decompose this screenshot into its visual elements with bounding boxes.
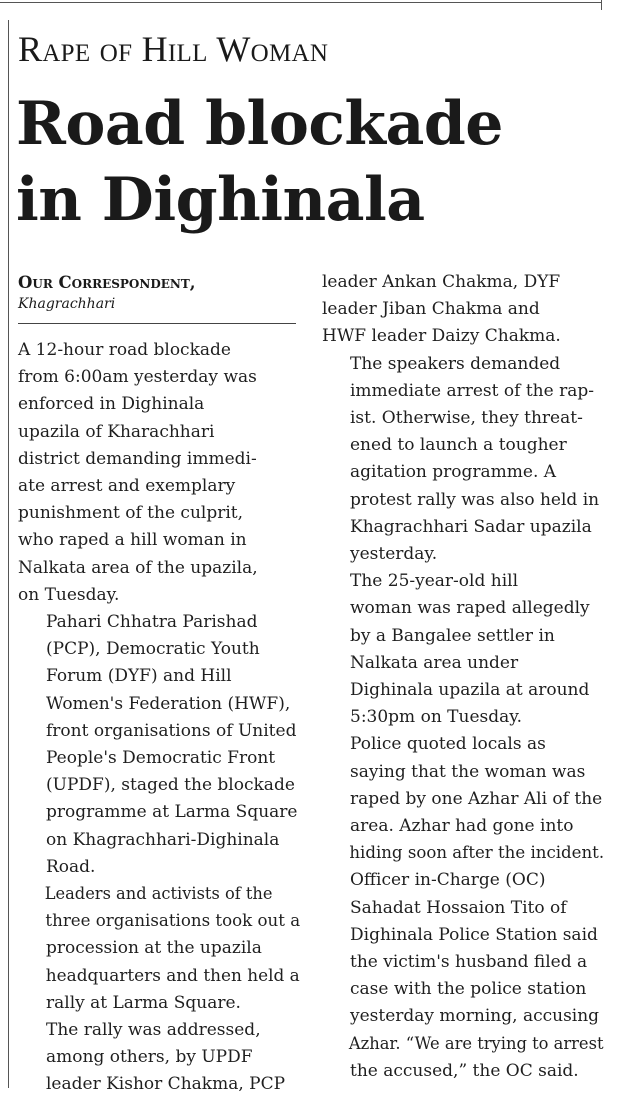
article-line: ist. Otherwise, they threat-: [350, 408, 583, 429]
article-line: woman was raped allegedly: [350, 598, 590, 619]
byline-divider: [18, 323, 296, 324]
article-line: area. Azhar had gone into: [350, 816, 574, 837]
headline: [16, 86, 576, 238]
article-line: who raped a hill woman in: [18, 530, 247, 551]
byline-dateline: Khagrachhari: [18, 296, 116, 312]
article-line: protest rally was also held in: [350, 489, 600, 510]
article-line: Khagrachhari Sadar upazila: [350, 516, 592, 537]
article-line: Officer in-Charge (OC): [350, 870, 546, 891]
article-paragraph: [322, 269, 604, 351]
article-line: Nalkata area of the upazila,: [18, 557, 258, 578]
article-line: among others, by UPDF: [46, 1047, 253, 1068]
headline-line-2: in Dighinala: [16, 165, 425, 235]
article-paragraph: [322, 731, 604, 867]
headline-line-1: Road blockade: [16, 89, 503, 159]
article-paragraph: [18, 881, 300, 1017]
article-line: rally at Larma Square.: [46, 992, 241, 1013]
article-paragraph: [322, 351, 604, 569]
article-line: by a Bangalee settler in: [350, 625, 555, 646]
top-rule: [0, 2, 601, 3]
article-column-right: [322, 269, 604, 1085]
article-paragraph: [18, 337, 300, 609]
article-line: Azhar. “We are trying to arrest: [348, 1033, 604, 1054]
article-line: Pahari Chhatra Parishad: [46, 612, 258, 633]
article-line: Nalkata area under: [350, 652, 519, 673]
article-line: Road.: [46, 856, 96, 877]
article-line: headquarters and then held a: [45, 965, 300, 986]
article-line: Sahadat Hossaion Tito of: [350, 897, 567, 918]
article-line: A 12-hour road blockade: [18, 340, 231, 360]
article-line: (PCP), Democratic Youth: [46, 639, 260, 660]
article-line: saying that the woman was: [350, 761, 586, 782]
byline: [18, 272, 300, 314]
article-paragraph: [18, 609, 300, 881]
article-line: on Khagrachhari-Dighinala: [46, 829, 280, 850]
article-line: the accused,” the OC said.: [350, 1060, 579, 1081]
article-line: front organisations of United: [46, 720, 297, 741]
article-line: (UPDF), staged the blockade: [46, 775, 295, 796]
article-line: yesterday.: [350, 544, 438, 565]
article-line: HWF leader Daizy Chakma.: [322, 326, 561, 347]
left-border-rule: [8, 20, 9, 1088]
article-line: Women's Federation (HWF),: [46, 693, 291, 714]
article-line: Dighinala Police Station said: [350, 924, 598, 945]
article-line: Forum (DYF) and Hill: [46, 666, 232, 687]
article-line: ened to launch a tougher: [350, 435, 567, 456]
kicker-heading: Rape of Hill Woman: [18, 29, 329, 69]
article-paragraph: [322, 568, 604, 731]
article-line: The speakers demanded: [350, 353, 561, 374]
article-column-left: [18, 337, 300, 1099]
article-line: The 25-year-old hill: [350, 571, 519, 592]
article-line: People's Democratic Front: [46, 748, 276, 769]
article-line: 5:30pm on Tuesday.: [350, 707, 523, 728]
article-line: leader Ankan Chakma, DYF: [322, 272, 561, 292]
article-line: punishment of the culprit,: [18, 503, 244, 524]
article-paragraph: [18, 1017, 300, 1099]
article-line: raped by one Azhar Ali of the: [350, 788, 603, 809]
article-line: Police quoted locals as: [350, 734, 546, 755]
article-line: Leaders and activists of the: [44, 884, 273, 905]
corner-rule: [601, 0, 602, 10]
article-line: upazila of Kharachhari: [18, 421, 215, 442]
byline-author: Our Correspondent,: [18, 273, 196, 292]
article-line: hiding soon after the incident.: [349, 843, 605, 864]
article-line: from 6:00am yesterday was: [18, 367, 257, 388]
article-line: on Tuesday.: [18, 584, 120, 605]
article-paragraph: [322, 867, 604, 1085]
article-line: enforced in Dighinala: [18, 394, 205, 415]
article-line: immediate arrest of the rap-: [350, 380, 594, 401]
article-line: district demanding immedi-: [18, 448, 257, 469]
article-line: case with the police station: [350, 979, 587, 1000]
article-line: three organisations took out a: [45, 911, 301, 932]
article-line: programme at Larma Square: [46, 802, 298, 823]
article-line: leader Kishor Chakma, PCP: [46, 1074, 286, 1095]
article-line: The rally was addressed,: [46, 1020, 261, 1041]
article-line: agitation programme. A: [350, 462, 557, 483]
article-line: ate arrest and exemplary: [18, 476, 236, 497]
article-line: procession at the upazila: [46, 938, 262, 959]
article-line: the victim's husband filed a: [350, 952, 588, 973]
article-line: leader Jiban Chakma and: [322, 299, 540, 320]
article-line: Dighinala upazila at around: [350, 680, 590, 701]
article-line: yesterday morning, accusing: [350, 1006, 600, 1027]
